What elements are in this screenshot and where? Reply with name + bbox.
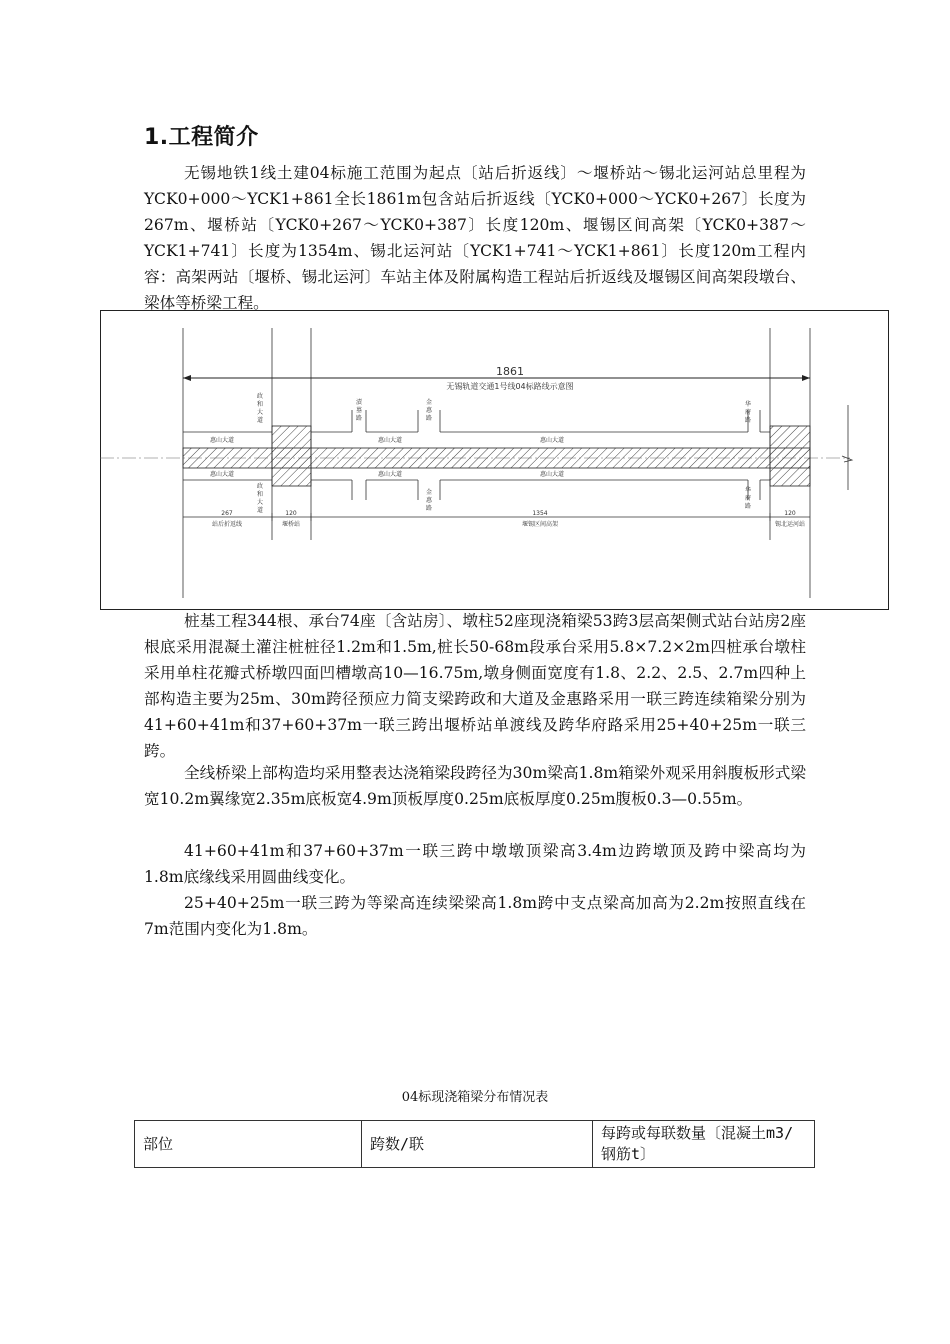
section-heading xyxy=(144,120,259,151)
segment-length: 267 xyxy=(221,510,233,517)
road-label-jinhui: 惠 xyxy=(425,407,433,414)
road-label-jinhui: 路 xyxy=(425,505,433,512)
avenue-label: 惠山大道 xyxy=(377,471,403,478)
segment-label: 站后折返线 xyxy=(211,521,243,528)
avenue-label: 惠山大道 xyxy=(539,471,565,478)
road-label-zhenghe: 大 xyxy=(256,409,264,416)
paragraph-superstructure: 全线桥梁上部构造均采用整表达浇箱梁段跨径为30m梁高1.8m箱梁外观采用斜腹板形式梁宽10.2m翼缘宽2.35m底板宽4.9m顶板厚度0.25m底板厚度0.25m腹板0.3—0.55m。 xyxy=(144,764,806,808)
segment-length: 120 xyxy=(285,510,297,517)
road-label-jinhui: 惠 xyxy=(425,497,433,504)
road-label-huafu: 路 xyxy=(744,417,752,424)
road-label-huafu: 华 xyxy=(744,401,752,408)
segment-label: 堰桥站 xyxy=(281,521,301,528)
road-label-zhenghe: 道 xyxy=(256,417,264,424)
yanqiao-station xyxy=(272,426,311,486)
road-label-zhenghe: 大 xyxy=(256,499,264,506)
table-caption: 04标现浇箱梁分布情况表 xyxy=(401,1090,549,1105)
diagram-title: 无锡轨道交通1号线04标路线示意图 xyxy=(446,382,574,391)
road-label-zhenghe: 和 xyxy=(256,401,264,408)
route-diagram xyxy=(100,310,889,610)
road-label-wenbei: 路 xyxy=(355,415,363,422)
road-label-jinhui: 路 xyxy=(425,415,433,422)
table-header-row xyxy=(135,1121,815,1168)
road-label-zhenghe: 政 xyxy=(256,393,264,400)
road-label-wenbei: 漬 xyxy=(355,399,363,406)
avenue-label: 惠山大道 xyxy=(539,437,565,444)
segment-label: 锡北运河站 xyxy=(774,521,806,528)
road-label-zhenghe: 道 xyxy=(256,507,264,514)
paragraph-continuous-span-a: 41+60+41m和37+60+37m一联三跨中墩墩顶梁高3.4m边跨墩顶及跨中梁高均为1.8m底缘线采用圆曲线变化。 xyxy=(144,842,806,886)
xibei-station xyxy=(770,426,810,486)
avenue-label: 惠山大道 xyxy=(209,437,235,444)
road-label-zhenghe: 和 xyxy=(256,491,264,498)
header-spans: 跨数/联 xyxy=(362,1121,593,1168)
paragraph-foundation: 桩基工程344根、承台74座〔含站房〕、墩柱52座现浇箱梁53跨3层高架侧式站台站房2座根底采用混凝土灌注桩桩径1.2m和1.5m,桩长50-68m段承台采用5.8×7.2×2m四桩承台墩柱采用单柱花瓣式桥墩四面凹槽墩高10—16.75m,墩身侧面宽度有1.8、2.2、2.5、2.7m四种上部构造主要为25m、30m跨径预应力简支梁跨政和大道及金惠路采用一联三跨连续箱梁分别为41+60+41m和37+60+37m一联三跨出堰桥站单渡线及跨华府路采用25+40+25m一联三跨。 xyxy=(144,612,806,760)
road-label-jinhui: 金 xyxy=(425,399,433,406)
road-label-huafu: 府 xyxy=(744,495,752,502)
road-label-wenbei: 墓 xyxy=(355,407,363,414)
paragraph-scope: 无锡地铁1线土建04标施工范围为起点〔站后折返线〕～堰桥站～锡北运河站总里程为YCK0+000～YCK1+861全长1861m包含站后折返线〔YCK0+000～YCK0+267〕长度为267m、堰桥站〔YCK0+267～YCK0+387〕长度120m、堰锡区间高架〔YCK0+387～YCK1+741〕长度为1354m、锡北运河站〔YCK1+741～YCK1+861〕长度120m工程内容：高架两站〔堰桥、锡北运河〕车站主体及附属构造工程站后折返线及堰锡区间高架段墩台、梁体等桥梁工程。 xyxy=(144,164,806,312)
segment-length: 120 xyxy=(784,510,796,517)
box-girder-table xyxy=(134,1120,815,1168)
paragraph-continuous-span-b: 25+40+25m一联三跨为等梁高连续梁梁高1.8m跨中支点梁高加高为2.2m按照直线在7m范围内变化为1.8m。 xyxy=(144,894,806,938)
road-label-huafu: 府 xyxy=(744,409,752,416)
road-label-jinhui: 金 xyxy=(425,489,433,496)
header-location: 部位 xyxy=(135,1121,362,1168)
road-label-zhenghe: 政 xyxy=(256,483,264,490)
avenue-label: 惠山大道 xyxy=(377,437,403,444)
segment-length: 1354 xyxy=(532,510,548,517)
section-number: 1. xyxy=(144,125,169,150)
total-length-label: 1861 xyxy=(496,365,524,378)
segment-label: 堰锡区间高架 xyxy=(521,521,559,528)
section-title: 工程简介 xyxy=(168,125,259,150)
road-label-huafu: 华 xyxy=(744,487,752,494)
header-quantity: 每跨或每联数量〔混凝土m3/钢筋t〕 xyxy=(593,1121,815,1168)
avenue-label: 惠山大道 xyxy=(209,471,235,478)
road-label-huafu: 路 xyxy=(744,503,752,510)
